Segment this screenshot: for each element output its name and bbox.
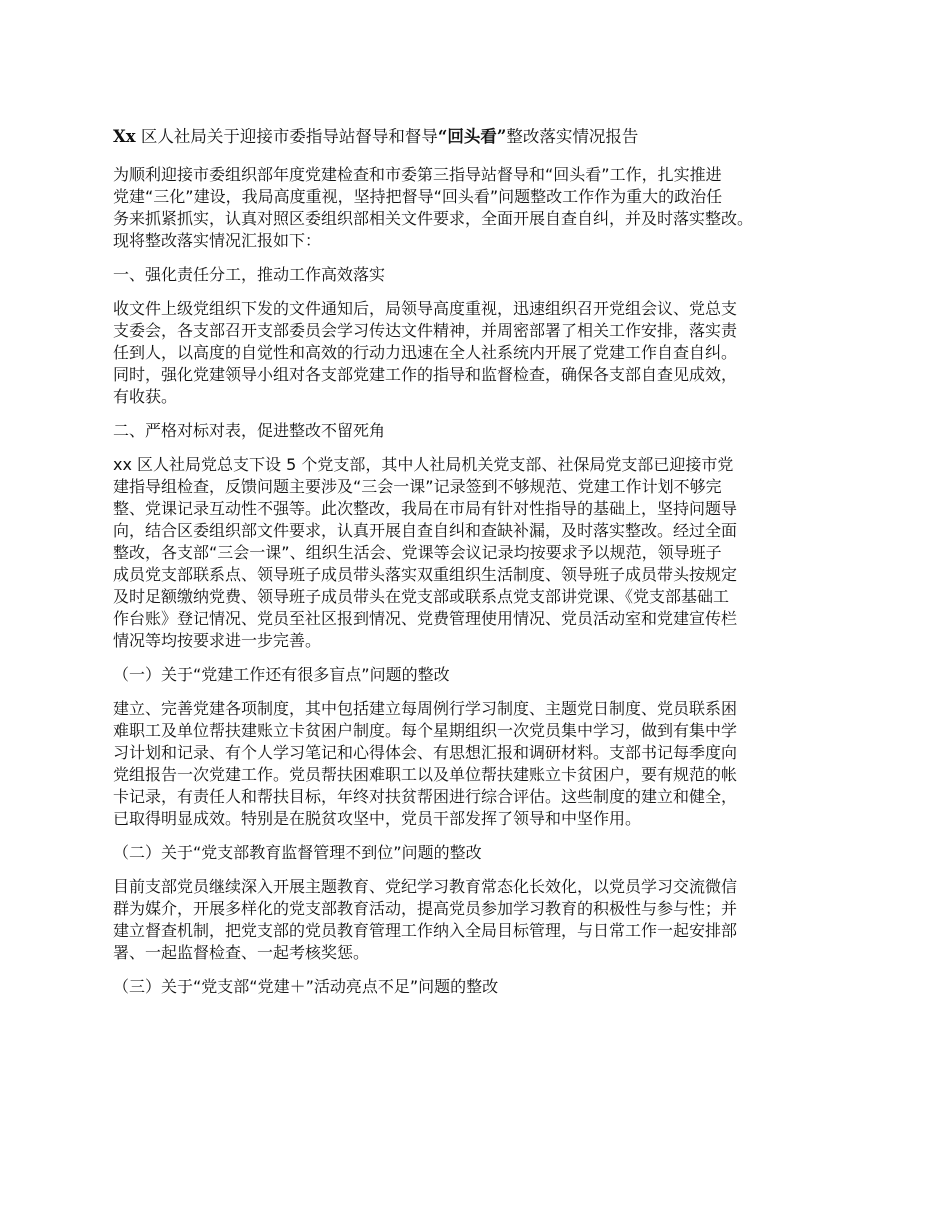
text-line: 整改，各支部“三会一课”、组织生活会、党课等会议记录均按要求予以规范，领导班子 (113, 543, 722, 562)
text-line: 目前支部党员继续深入开展主题教育、党纪学习教育常态化长效化，以党员学习交流微信 (113, 877, 738, 896)
text-line: 现将整改落实情况汇报如下： (113, 231, 322, 250)
text-line: 党组报告一次党建工作。党员帮扶困难职工以及单位帮扶建账立卡贫困户，要有规范的帐 (113, 765, 738, 784)
text-line: 向，结合区委组织部文件要求，认真开展自查自纠和查缺补漏，及时落实整改。经过全面 (113, 521, 738, 540)
document-page (113, 126, 849, 1010)
text-line: 作台账》登记情况、党员至社区报到情况、党费管理使用情况、党员活动室和党建宣传栏 (113, 609, 738, 628)
text-line: 成员党支部联系点、领导班子成员带头落实双重组织生活制度、领导班子成员带头按规定 (113, 565, 738, 584)
text-line: 有收获。 (113, 387, 178, 406)
section-2-heading: 二、严格对标对表，促进整改不留死角 (113, 421, 386, 440)
text-line: 卡记录，有责任人和帮扶目标，年终对扶贫帮困进行综合评估。这些制度的建立和健全， (113, 787, 738, 806)
title-text-1: 区人社局关于迎接市委指导站督导和督导 (135, 127, 438, 146)
section-1-paragraph (113, 298, 849, 408)
title-text-2: 整改落实情况报告 (506, 127, 639, 146)
text-line: 建立、完善党建各项制度，其中包括建立每周例行学习制度、主题党日制度、党员联系困 (113, 699, 738, 718)
intro-paragraph (113, 164, 849, 252)
document-title (113, 126, 849, 148)
text-line: 为顺利迎接市委组织部年度党建检查和市委第三指导站督导和“回头看”工作，扎实推进 (113, 165, 722, 184)
text-line: 收文件上级党组织下发的文件通知后，局领导高度重视，迅速组织召开党组会议、党总支 (113, 299, 738, 318)
text-line: 整、党课记录互动性不强等。此次整改，我局在市局有针对性指导的基础上，坚持问题导 (113, 499, 738, 518)
text-line: 任到人，以高度的自觉性和高效的行动力迅速在全人社系统内开展了党建工作自查自纠。 (113, 343, 738, 362)
text-line: 习计划和记录、有个人学习笔记和心得体会、有思想汇报和调研材料。支部书记每季度向 (113, 743, 738, 762)
text-line: 群为媒介，开展多样化的党支部教育活动，提高党员参加学习教育的积极性与参与性；并 (113, 899, 738, 918)
subsection-2-paragraph (113, 876, 849, 964)
title-quote: “回头看” (437, 127, 507, 146)
subsection-2-heading: （二）关于“党支部教育监督管理不到位”问题的整改 (113, 843, 482, 862)
section-1-heading: 一、强化责任分工，推动工作高效落实 (113, 265, 386, 284)
section-2-paragraph (113, 454, 849, 652)
subsection-1-heading: （一）关于“党建工作还有很多盲点”问题的整改 (113, 665, 450, 684)
text-line: 难职工及单位帮扶建账立卡贫困户制度。每个星期组织一次党员集中学习，做到有集中学 (113, 721, 738, 740)
text-line: 署、一起监督检查、一起考核奖惩。 (113, 943, 370, 962)
text-line: 情况等均按要求进一步完善。 (113, 631, 322, 650)
title-prefix: Xx (113, 127, 136, 146)
text-line: 同时，强化党建领导小组对各支部党建工作的指导和监督检查，确保各支部自查见成效， (113, 365, 738, 384)
text-line: 已取得明显成效。特别是在脱贫攻坚中，党员干部发挥了领导和中坚作用。 (113, 809, 642, 828)
subsection-3-heading: （三）关于“党支部“党建＋”活动亮点不足”问题的整改 (113, 977, 499, 996)
text-line: 建指导组检查，反馈问题主要涉及“三会一课”记录签到不够规范、党建工作计划不够完 (113, 477, 722, 496)
subsection-1-paragraph (113, 698, 849, 830)
text-line: 党建“三化”建设，我局高度重视，坚持把督导“回头看”问题整改工作作为重大的政治任 (113, 187, 723, 206)
text-line: 务来抓紧抓实，认真对照区委组织部相关文件要求，全面开展自查自纠，并及时落实整改。 (113, 209, 754, 228)
text-line: 及时足额缴纳党费、领导班子成员带头在党支部或联系点党支部讲党课、《党支部基础工 (113, 587, 730, 606)
text-line: xx 区人社局党总支下设 5 个党支部，其中人社局机关党支部、社保局党支部已迎接市党 (113, 455, 734, 474)
text-line: 建立督查机制，把党支部的党员教育管理工作纳入全局目标管理，与日常工作一起安排部 (113, 921, 738, 940)
text-line: 支委会，各支部召开支部委员会学习传达文件精神，并周密部署了相关工作安排，落实责 (113, 321, 738, 340)
